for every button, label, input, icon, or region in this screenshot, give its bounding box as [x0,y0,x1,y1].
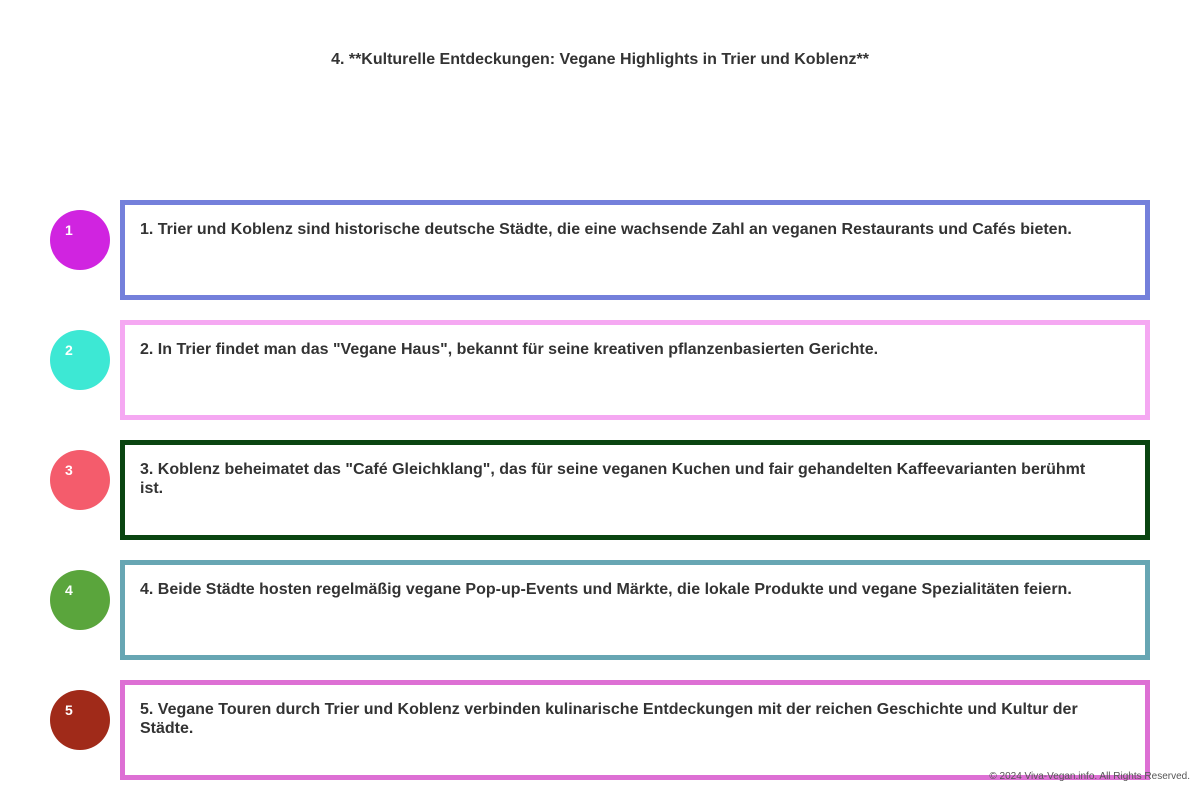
step-text: 1. Trier und Koblenz sind historische deutsche Städte, die eine wachsende Zahl an veganen Restaurants und Cafés bieten. [140,221,1072,238]
step-number-badge [50,330,110,390]
step-box [120,200,1150,300]
step-box [120,440,1150,540]
copyright-footer: © 2024 Viva-Vegan.info. All Rights Reserved. [989,771,1190,782]
step-text: 3. Koblenz beheimatet das "Café Gleichklang", das für seine veganen Kuchen und fair gehandelten Kaffeevarianten berühmt ist. [140,461,1086,497]
step-number-badge [50,450,110,510]
step-number: 5 [65,702,73,718]
step-2 [0,320,1200,420]
step-text: 4. Beide Städte hosten regelmäßig vegane Pop-up-Events und Märkte, die lokale Produkte und vegane Spezialitäten feiern. [140,581,1072,598]
step-number: 3 [65,462,73,478]
step-number-badge [50,690,110,750]
step-3 [0,440,1200,540]
step-box [120,560,1150,660]
step-number: 4 [65,582,73,598]
step-box [120,680,1150,780]
step-number: 2 [65,342,73,358]
step-number-badge [50,210,110,270]
step-text: 5. Vegane Touren durch Trier und Koblenz verbinden kulinarische Entdeckungen mit der reichen Geschichte und Kultur der Städte. [140,701,1078,737]
step-box [120,320,1150,420]
step-number-badge [50,570,110,630]
step-text: 2. In Trier findet man das "Vegane Haus", bekannt für seine kreativen pflanzenbasierten Gerichte. [140,341,879,358]
page-title: 4. **Kulturelle Entdeckungen: Vegane Highlights in Trier und Koblenz** [331,51,869,68]
step-4 [0,560,1200,660]
step-number: 1 [65,222,73,238]
step-5 [0,680,1200,780]
step-1 [0,200,1200,300]
